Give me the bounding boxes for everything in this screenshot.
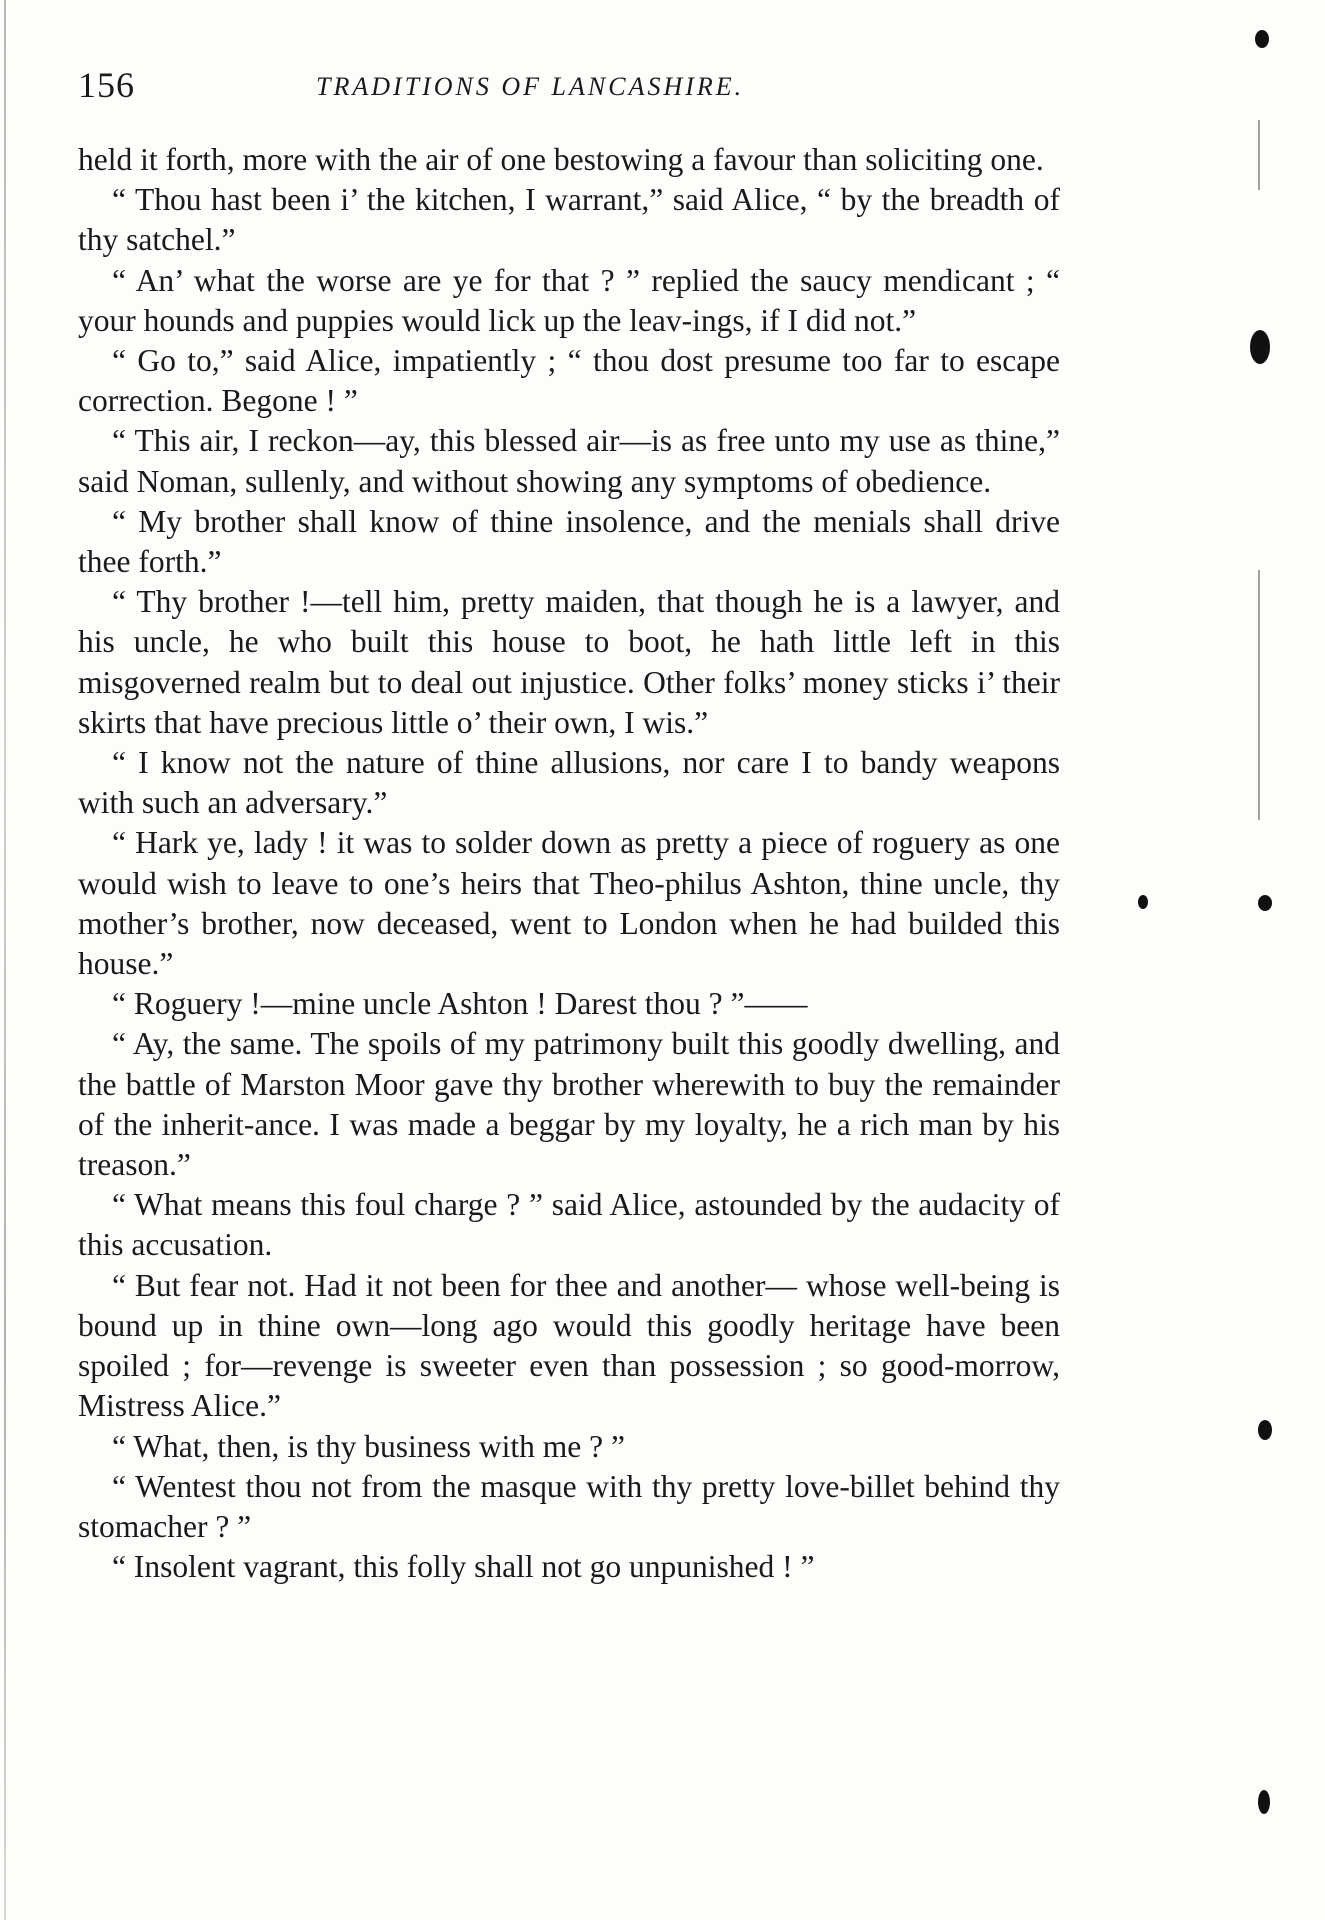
ink-blot-mark: [1258, 1790, 1270, 1814]
paragraph: “ But fear not. Had it not been for thee and another— whose well-being is bound up in thine own—long ago would this goodly heritage have been spoiled ; for—revenge is sweeter even than possession ; so good-morrow, Mistress Alice.”: [78, 1267, 1060, 1424]
paragraph: “ What, then, is thy business with me ? ”: [112, 1428, 625, 1464]
ink-blot-mark: [1250, 330, 1270, 364]
paragraph: “ My brother shall know of thine insolence, and the menials shall drive thee forth.”: [78, 503, 1060, 580]
body-text: [78, 140, 1060, 1587]
margin-rule-mark: [1258, 570, 1260, 820]
page-header: [78, 64, 1078, 114]
ink-blot-mark: [1138, 895, 1148, 909]
page-number: 156: [78, 65, 135, 105]
ink-blot-mark: [1258, 1420, 1272, 1440]
paragraph: “ Insolent vagrant, this folly shall not go unpunished ! ”: [112, 1549, 815, 1585]
paragraph: held it forth, more with the air of one bestowing a favour than soliciting one.: [78, 142, 1044, 177]
margin-rule-mark: [1258, 120, 1260, 190]
paragraph: “ I know not the nature of thine allusions, nor care I to bandy weapons with such an adversary.”: [78, 745, 1060, 821]
binding-gutter-line: [4, 0, 6, 1920]
paragraph: “ Wentest thou not from the masque with thy pretty love-billet behind thy stomacher ? ”: [78, 1468, 1060, 1544]
paragraph: “ An’ what the worse are ye for that ? ” replied the saucy mendicant ; “ your hounds and puppies would lick up the leav-ings, if I did not.”: [78, 262, 1060, 338]
paragraph: “ Thou hast been i’ the kitchen, I warrant,” said Alice, “ by the breadth of thy satchel.”: [78, 182, 1060, 258]
paragraph: “ This air, I reckon—ay, this blessed air—is as free unto my use as thine,” said Noman, sullenly, and without showing any symptoms of obedience.: [78, 423, 1060, 499]
ink-blot-mark: [1258, 895, 1272, 911]
paragraph: “ Go to,” said Alice, impatiently ; “ thou dost presume too far to escape correction. Begone ! ”: [78, 343, 1060, 419]
paragraph: “ What means this foul charge ? ” said Alice, astounded by the audacity of this accusation.: [78, 1187, 1060, 1263]
ink-blot-mark: [1255, 30, 1269, 48]
paragraph: “ Thy brother !—tell him, pretty maiden, that though he is a lawyer, and his uncle, he who built this house to boot, he hath little left in this misgoverned realm but to deal out injustice. Other folks’ money sticks i’ their skirts that have precious little o’ their own, I wis.”: [78, 584, 1060, 740]
running-title: TRADITIONS OF LANCASHIRE.: [316, 72, 745, 101]
paragraph: “ Hark ye, lady ! it was to solder down as pretty a piece of roguery as one would wish to leave to one’s heirs that Theo-philus Ashton, thine uncle, thy mother’s brother, now deceased, went to London when he had builded this house.”: [78, 825, 1060, 982]
paragraph: “ Roguery !—mine uncle Ashton ! Darest thou ? ”——: [112, 986, 808, 1022]
paragraph: “ Ay, the same. The spoils of my patrimony built this goodly dwelling, and the battle of Marston Moor gave thy brother wherewith to buy the remainder of the inherit-ance. I was made a beggar by my loyalty, he a rich man by his treason.”: [78, 1026, 1060, 1183]
